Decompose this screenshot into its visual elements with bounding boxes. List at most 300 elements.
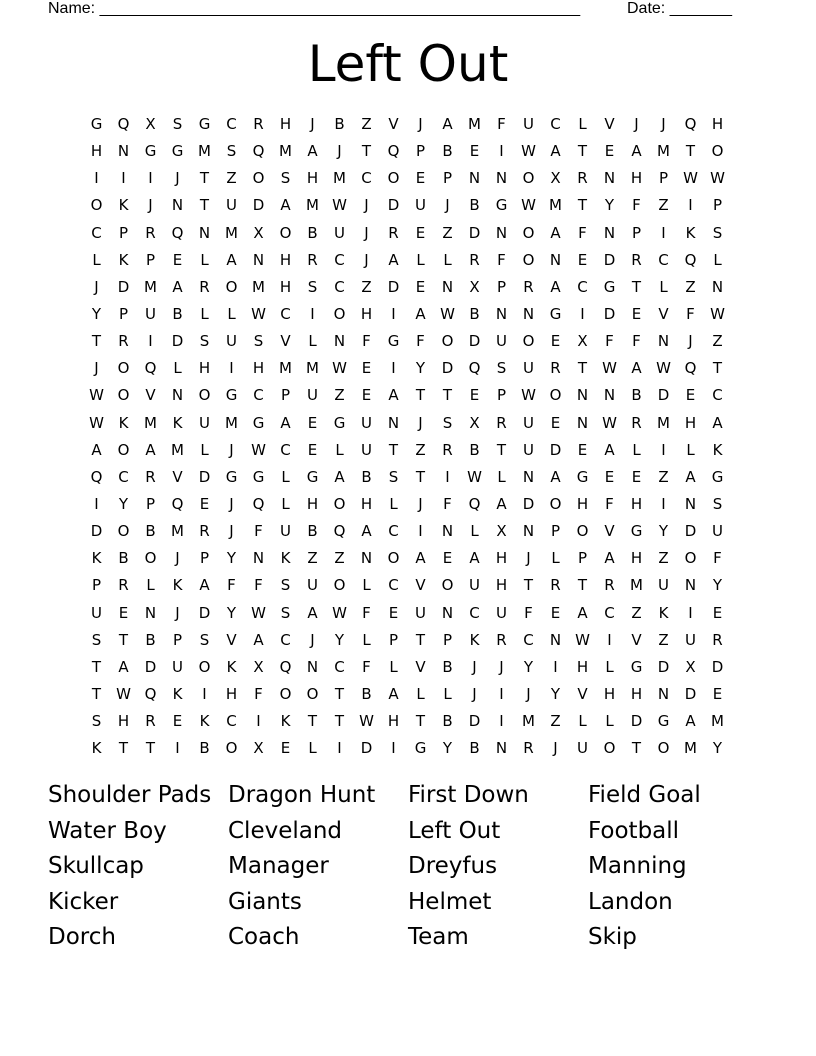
grid-letter[interactable]: D (468, 223, 481, 242)
grid-letter[interactable]: E (604, 467, 615, 486)
grid-letter[interactable]: E (577, 250, 588, 269)
grid-letter[interactable]: E (415, 277, 426, 296)
grid-letter[interactable]: D (198, 467, 211, 486)
grid-letter[interactable]: X (469, 277, 480, 296)
grid-letter[interactable]: J (364, 250, 369, 269)
grid-letter[interactable]: Q (333, 522, 346, 541)
grid-letter[interactable]: C (280, 630, 291, 649)
grid-letter[interactable]: E (550, 332, 561, 351)
grid-letter[interactable]: C (334, 657, 345, 676)
grid-letter[interactable]: E (631, 304, 642, 323)
grid-letter[interactable]: I (256, 712, 261, 731)
grid-letter[interactable]: O (333, 304, 346, 323)
grid-letter[interactable]: E (469, 386, 480, 405)
grid-letter[interactable]: Z (658, 467, 669, 486)
grid-letter[interactable]: D (468, 332, 481, 351)
grid-letter[interactable]: W (89, 386, 104, 405)
grid-letter[interactable]: R (145, 467, 156, 486)
grid-letter[interactable]: U (496, 603, 507, 622)
grid-letter[interactable]: J (472, 657, 477, 676)
grid-letter[interactable]: O (225, 739, 238, 758)
grid-letter[interactable]: W (710, 304, 725, 323)
grid-letter[interactable]: Z (361, 277, 372, 296)
grid-letter[interactable]: Q (684, 359, 697, 378)
grid-letter[interactable]: C (253, 386, 264, 405)
grid-letter[interactable]: O (387, 169, 400, 188)
grid-letter[interactable]: L (335, 440, 344, 459)
grid-letter[interactable]: S (280, 169, 291, 188)
grid-letter[interactable]: J (526, 549, 531, 568)
grid-letter[interactable]: E (388, 603, 399, 622)
grid-letter[interactable]: U (172, 657, 183, 676)
grid-letter[interactable]: G (657, 712, 670, 731)
grid-letter[interactable]: A (145, 440, 156, 459)
grid-letter[interactable]: L (443, 250, 452, 269)
grid-letter[interactable]: R (118, 332, 129, 351)
grid-letter[interactable]: N (576, 386, 589, 405)
grid-letter[interactable]: G (711, 467, 724, 486)
grid-letter[interactable]: F (632, 332, 641, 351)
grid-letter[interactable]: O (198, 657, 211, 676)
grid-letter[interactable]: N (252, 549, 265, 568)
grid-letter[interactable]: O (144, 549, 157, 568)
grid-letter[interactable]: U (307, 386, 318, 405)
grid-letter[interactable]: Q (468, 359, 481, 378)
grid-letter[interactable]: F (362, 332, 371, 351)
grid-letter[interactable]: Z (658, 630, 669, 649)
grid-letter[interactable]: B (145, 522, 156, 541)
grid-letter[interactable]: M (198, 142, 211, 161)
grid-letter[interactable]: X (496, 522, 507, 541)
grid-letter[interactable]: D (360, 739, 373, 758)
grid-letter[interactable]: C (91, 223, 102, 242)
grid-letter[interactable]: D (171, 332, 184, 351)
grid-letter[interactable]: R (712, 630, 723, 649)
grid-letter[interactable]: H (252, 359, 265, 378)
grid-letter[interactable]: Y (442, 739, 453, 758)
grid-letter[interactable]: L (632, 440, 641, 459)
grid-letter[interactable]: R (388, 223, 399, 242)
grid-letter[interactable]: E (604, 142, 615, 161)
grid-letter[interactable]: R (631, 413, 642, 432)
grid-letter[interactable]: A (199, 576, 210, 595)
grid-letter[interactable]: B (307, 522, 318, 541)
grid-letter[interactable]: R (604, 576, 615, 595)
grid-letter[interactable]: I (229, 359, 234, 378)
grid-letter[interactable]: K (469, 630, 480, 649)
grid-letter[interactable]: U (523, 359, 534, 378)
grid-letter[interactable]: W (251, 440, 266, 459)
grid-letter[interactable]: B (145, 630, 156, 649)
grid-letter[interactable]: N (387, 413, 400, 432)
grid-letter[interactable]: Q (468, 494, 481, 513)
grid-letter[interactable]: I (337, 739, 342, 758)
grid-letter[interactable]: G (576, 467, 589, 486)
grid-letter[interactable]: J (175, 603, 180, 622)
grid-letter[interactable]: H (198, 359, 211, 378)
grid-letter[interactable]: J (499, 657, 504, 676)
grid-letter[interactable]: Z (361, 115, 372, 133)
grid-letter[interactable]: R (577, 169, 588, 188)
grid-letter[interactable]: G (306, 467, 319, 486)
grid-letter[interactable]: Y (118, 494, 129, 513)
grid-letter[interactable]: U (577, 739, 588, 758)
grid-letter[interactable]: B (334, 115, 345, 133)
grid-letter[interactable]: H (603, 684, 616, 703)
grid-letter[interactable]: D (711, 657, 724, 676)
grid-letter[interactable]: I (580, 304, 585, 323)
grid-letter[interactable]: A (334, 467, 345, 486)
grid-letter[interactable]: N (684, 576, 697, 595)
grid-letter[interactable]: B (361, 467, 372, 486)
grid-letter[interactable]: M (549, 196, 562, 215)
grid-letter[interactable]: Z (685, 277, 696, 296)
grid-letter[interactable]: A (685, 467, 696, 486)
grid-letter[interactable]: N (522, 522, 535, 541)
grid-letter[interactable]: N (711, 277, 724, 296)
grid-letter[interactable]: W (332, 603, 347, 622)
grid-letter[interactable]: F (605, 494, 614, 513)
grid-letter[interactable]: M (279, 359, 292, 378)
grid-letter[interactable]: L (470, 522, 479, 541)
grid-letter[interactable]: S (199, 332, 210, 351)
grid-letter[interactable]: E (118, 603, 129, 622)
grid-letter[interactable]: W (521, 386, 536, 405)
grid-letter[interactable]: L (200, 440, 209, 459)
grid-letter[interactable]: K (118, 250, 129, 269)
grid-letter[interactable]: Q (684, 115, 697, 133)
grid-letter[interactable]: P (145, 494, 156, 513)
grid-letter[interactable]: H (684, 413, 697, 432)
grid-letter[interactable]: G (414, 739, 427, 758)
grid-letter[interactable]: K (658, 603, 669, 622)
grid-letter[interactable]: J (310, 115, 315, 133)
grid-letter[interactable]: B (442, 712, 453, 731)
grid-letter[interactable]: A (307, 142, 318, 161)
grid-letter[interactable]: R (442, 440, 453, 459)
grid-letter[interactable]: F (362, 603, 371, 622)
grid-letter[interactable]: G (90, 115, 103, 133)
grid-letter[interactable]: N (117, 142, 130, 161)
grid-letter[interactable]: N (144, 603, 157, 622)
grid-letter[interactable]: M (333, 169, 346, 188)
grid-letter[interactable]: X (577, 332, 588, 351)
grid-letter[interactable]: H (630, 684, 643, 703)
grid-letter[interactable]: T (685, 142, 696, 161)
grid-letter[interactable]: N (360, 549, 373, 568)
grid-letter[interactable]: H (360, 304, 373, 323)
grid-letter[interactable]: N (549, 630, 562, 649)
grid-letter[interactable]: H (279, 277, 292, 296)
grid-letter[interactable]: F (686, 304, 695, 323)
grid-letter[interactable]: A (280, 413, 291, 432)
grid-letter[interactable]: G (630, 657, 643, 676)
grid-letter[interactable]: S (442, 413, 453, 432)
grid-letter[interactable]: Z (415, 440, 426, 459)
grid-letter[interactable]: A (550, 223, 561, 242)
grid-letter[interactable]: F (254, 522, 263, 541)
grid-letter[interactable]: D (522, 494, 535, 513)
grid-letter[interactable]: C (388, 576, 399, 595)
grid-letter[interactable]: T (415, 712, 426, 731)
grid-letter[interactable]: O (198, 386, 211, 405)
grid-letter[interactable]: N (657, 332, 670, 351)
grid-letter[interactable]: N (603, 169, 616, 188)
grid-letter[interactable]: O (117, 386, 130, 405)
grid-letter[interactable]: T (91, 684, 102, 703)
grid-letter[interactable]: N (522, 304, 535, 323)
grid-letter[interactable]: I (553, 657, 558, 676)
grid-letter[interactable]: A (631, 359, 642, 378)
grid-letter[interactable]: F (362, 657, 371, 676)
grid-letter[interactable]: T (523, 576, 534, 595)
grid-letter[interactable]: J (472, 684, 477, 703)
grid-letter[interactable]: T (442, 386, 453, 405)
grid-letter[interactable]: W (710, 169, 725, 188)
grid-letter[interactable]: Q (279, 657, 292, 676)
grid-letter[interactable]: S (91, 630, 102, 649)
grid-letter[interactable]: R (145, 223, 156, 242)
grid-letter[interactable]: P (118, 223, 129, 242)
grid-letter[interactable]: D (468, 712, 481, 731)
grid-letter[interactable]: G (630, 522, 643, 541)
grid-letter[interactable]: I (94, 494, 99, 513)
grid-letter[interactable]: F (578, 223, 587, 242)
grid-letter[interactable]: U (307, 576, 318, 595)
grid-letter[interactable]: J (94, 359, 99, 378)
grid-letter[interactable]: M (306, 359, 319, 378)
grid-letter[interactable]: M (468, 115, 481, 133)
grid-letter[interactable]: O (441, 332, 454, 351)
grid-letter[interactable]: T (361, 142, 372, 161)
grid-letter[interactable]: I (499, 142, 504, 161)
grid-letter[interactable]: W (251, 603, 266, 622)
grid-letter[interactable]: I (607, 630, 612, 649)
grid-letter[interactable]: I (391, 359, 396, 378)
grid-letter[interactable]: A (604, 549, 615, 568)
grid-letter[interactable]: K (226, 657, 237, 676)
grid-letter[interactable]: N (441, 603, 454, 622)
grid-letter[interactable]: W (521, 196, 536, 215)
grid-letter[interactable]: S (280, 603, 291, 622)
grid-letter[interactable]: T (577, 196, 588, 215)
grid-letter[interactable]: O (333, 576, 346, 595)
grid-letter[interactable]: I (121, 169, 126, 188)
grid-letter[interactable]: N (495, 223, 508, 242)
grid-letter[interactable]: O (711, 142, 724, 161)
grid-letter[interactable]: O (117, 359, 130, 378)
grid-letter[interactable]: S (712, 223, 723, 242)
grid-letter[interactable]: E (307, 413, 318, 432)
grid-letter[interactable]: O (306, 684, 319, 703)
grid-letter[interactable]: R (523, 739, 534, 758)
grid-letter[interactable]: R (631, 250, 642, 269)
grid-letter[interactable]: P (172, 630, 183, 649)
grid-letter[interactable]: V (577, 684, 588, 703)
grid-letter[interactable]: O (117, 440, 130, 459)
grid-letter[interactable]: Z (550, 712, 561, 731)
grid-letter[interactable]: M (171, 522, 184, 541)
grid-letter[interactable]: N (495, 739, 508, 758)
grid-letter[interactable]: B (361, 684, 372, 703)
grid-letter[interactable]: Q (252, 494, 265, 513)
grid-letter[interactable]: M (252, 277, 265, 296)
grid-letter[interactable]: G (333, 413, 346, 432)
grid-letter[interactable]: C (604, 603, 615, 622)
grid-letter[interactable]: D (252, 196, 265, 215)
grid-letter[interactable]: V (415, 657, 426, 676)
grid-letter[interactable]: E (172, 250, 183, 269)
grid-letter[interactable]: J (418, 413, 423, 432)
grid-letter[interactable]: P (145, 250, 156, 269)
grid-letter[interactable]: W (332, 196, 347, 215)
grid-letter[interactable]: V (415, 576, 426, 595)
grid-letter[interactable]: A (388, 250, 399, 269)
grid-letter[interactable]: F (497, 115, 506, 133)
grid-letter[interactable]: N (657, 684, 670, 703)
grid-letter[interactable]: T (577, 142, 588, 161)
grid-letter[interactable]: E (361, 386, 372, 405)
grid-letter[interactable]: C (658, 250, 669, 269)
grid-letter[interactable]: C (334, 277, 345, 296)
grid-letter[interactable]: J (688, 332, 693, 351)
grid-letter[interactable]: H (279, 250, 292, 269)
grid-letter[interactable]: N (171, 196, 184, 215)
grid-letter[interactable]: A (550, 142, 561, 161)
grid-letter[interactable]: G (495, 196, 508, 215)
grid-letter[interactable]: G (198, 115, 211, 133)
grid-letter[interactable]: X (253, 223, 264, 242)
grid-letter[interactable]: O (90, 196, 103, 215)
grid-letter[interactable]: E (577, 440, 588, 459)
grid-letter[interactable]: E (415, 169, 426, 188)
grid-letter[interactable]: R (118, 576, 129, 595)
grid-letter[interactable]: H (711, 115, 724, 133)
grid-letter[interactable]: A (577, 603, 588, 622)
grid-letter[interactable]: P (388, 630, 399, 649)
grid-letter[interactable]: T (91, 657, 102, 676)
grid-letter[interactable]: J (94, 277, 99, 296)
grid-letter[interactable]: T (91, 332, 102, 351)
grid-letter[interactable]: B (469, 739, 480, 758)
grid-letter[interactable]: V (604, 522, 615, 541)
grid-letter[interactable]: H (360, 494, 373, 513)
grid-letter[interactable]: Y (91, 304, 102, 323)
grid-letter[interactable]: K (280, 712, 291, 731)
grid-letter[interactable]: C (226, 115, 237, 133)
grid-letter[interactable]: X (469, 413, 480, 432)
grid-letter[interactable]: A (415, 549, 426, 568)
grid-letter[interactable]: M (171, 440, 184, 459)
grid-letter[interactable]: Z (631, 603, 642, 622)
grid-letter[interactable]: Q (144, 684, 157, 703)
grid-letter[interactable]: S (91, 712, 102, 731)
grid-letter[interactable]: S (307, 277, 318, 296)
grid-letter[interactable]: D (144, 657, 157, 676)
grid-letter[interactable]: G (603, 277, 616, 296)
grid-letter[interactable]: G (225, 386, 238, 405)
grid-letter[interactable]: J (310, 630, 315, 649)
grid-letter[interactable]: L (389, 657, 398, 676)
grid-letter[interactable]: E (550, 413, 561, 432)
grid-letter[interactable]: T (496, 440, 507, 459)
grid-letter[interactable]: L (92, 250, 101, 269)
grid-letter[interactable]: U (145, 304, 156, 323)
grid-letter[interactable]: J (175, 169, 180, 188)
grid-letter[interactable]: W (251, 304, 266, 323)
grid-letter[interactable]: H (117, 712, 130, 731)
grid-letter[interactable]: J (418, 494, 423, 513)
grid-letter[interactable]: N (495, 304, 508, 323)
grid-letter[interactable]: O (333, 494, 346, 513)
grid-letter[interactable]: L (200, 250, 209, 269)
grid-letter[interactable]: G (225, 467, 238, 486)
grid-letter[interactable]: Q (90, 467, 103, 486)
grid-letter[interactable]: Z (334, 386, 345, 405)
grid-letter[interactable]: M (306, 196, 319, 215)
grid-letter[interactable]: D (117, 277, 130, 296)
grid-letter[interactable]: V (388, 115, 399, 133)
grid-letter[interactable]: L (686, 440, 695, 459)
grid-letter[interactable]: I (94, 169, 99, 188)
grid-letter[interactable]: V (145, 386, 156, 405)
grid-letter[interactable]: T (118, 739, 129, 758)
grid-letter[interactable]: U (523, 413, 534, 432)
grid-letter[interactable]: Y (550, 684, 561, 703)
grid-letter[interactable]: T (388, 440, 399, 459)
grid-letter[interactable]: W (116, 684, 131, 703)
grid-letter[interactable]: L (281, 494, 290, 513)
grid-letter[interactable]: P (280, 386, 291, 405)
grid-letter[interactable]: L (173, 359, 182, 378)
grid-letter[interactable]: C (361, 169, 372, 188)
grid-letter[interactable]: U (469, 576, 480, 595)
grid-letter[interactable]: S (253, 332, 264, 351)
grid-letter[interactable]: P (442, 169, 453, 188)
grid-letter[interactable]: U (685, 630, 696, 649)
grid-letter[interactable]: T (307, 712, 318, 731)
grid-letter[interactable]: A (712, 413, 723, 432)
grid-letter[interactable]: C (469, 603, 480, 622)
grid-letter[interactable]: D (684, 522, 697, 541)
grid-letter[interactable]: D (441, 359, 454, 378)
grid-letter[interactable]: J (418, 115, 423, 133)
grid-letter[interactable]: K (172, 684, 183, 703)
grid-letter[interactable]: I (202, 684, 207, 703)
grid-letter[interactable]: L (362, 576, 371, 595)
grid-letter[interactable]: U (226, 196, 237, 215)
grid-letter[interactable]: I (499, 684, 504, 703)
grid-letter[interactable]: C (280, 304, 291, 323)
grid-letter[interactable]: V (172, 467, 183, 486)
grid-letter[interactable]: J (175, 549, 180, 568)
grid-letter[interactable]: C (280, 440, 291, 459)
grid-letter[interactable]: K (91, 549, 102, 568)
grid-letter[interactable]: Y (712, 576, 723, 595)
grid-letter[interactable]: K (118, 413, 129, 432)
grid-letter[interactable]: J (634, 115, 639, 133)
grid-letter[interactable]: M (657, 142, 670, 161)
grid-letter[interactable]: W (332, 359, 347, 378)
grid-letter[interactable]: E (685, 386, 696, 405)
grid-letter[interactable]: Q (117, 115, 130, 133)
grid-letter[interactable]: U (415, 603, 426, 622)
grid-letter[interactable]: O (279, 223, 292, 242)
grid-letter[interactable]: N (441, 277, 454, 296)
grid-letter[interactable]: L (551, 549, 560, 568)
grid-letter[interactable]: C (118, 467, 129, 486)
grid-letter[interactable]: V (604, 115, 615, 133)
